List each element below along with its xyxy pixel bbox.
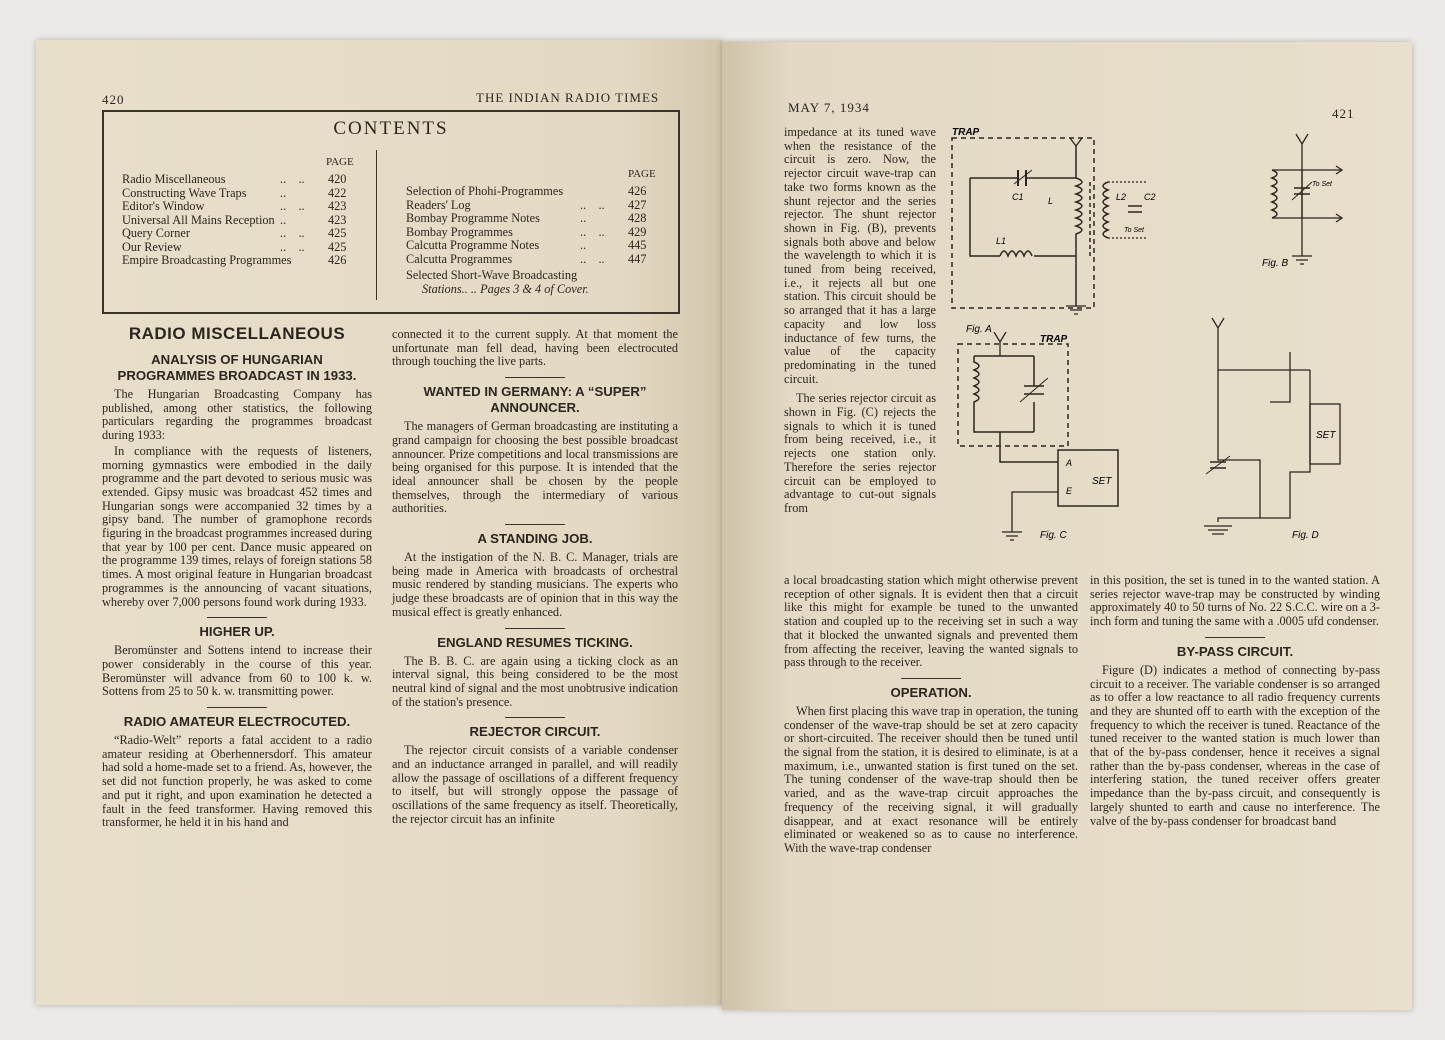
issue-date: MAY 7, 1934 — [788, 100, 870, 115]
article-heading: WANTED IN GERMANY: A “SUPER” ANNOUNCER. — [423, 384, 647, 416]
figure-caption: Fig. C — [1040, 530, 1067, 541]
figure-a — [948, 126, 1178, 336]
divider — [1205, 637, 1265, 638]
contents-entry-page: 426 — [628, 184, 647, 198]
right-column-1-bottom — [784, 574, 1078, 858]
contents-entry-title: Bombay Programme Notes — [406, 211, 540, 225]
figure-caption: Fig. D — [1292, 530, 1319, 541]
figure-caption: Fig. A — [966, 324, 992, 335]
paragraph: “Radio-Welt” reports a fatal accident to a radio amateur residing at Oberhennersdorf. This amateur had sold a home-made set to a friend. As, however, the set did not function properly, he was asked to come and put it right, and upon examination he detected a fault in the feed transformer. Having removed this transformer, he held it in his hand and — [102, 733, 372, 830]
divider — [207, 617, 267, 618]
right-column-1-top — [784, 126, 936, 518]
contents-entry-dots: .. — [580, 238, 587, 252]
figure-d — [1190, 312, 1380, 562]
divider — [207, 707, 267, 708]
paragraph: At the instigation of the N. B. C. Manager, trials are being made in America with broadcasts of orchestral music rendered by standing musicians. The experts who judge these broadcasts are of opinion that in this way the musical effect is greatly enhanced. — [392, 550, 678, 619]
contents-entry-title: Selection of Phohi-Programmes — [406, 184, 564, 198]
contents-entry-dots: .. — [280, 185, 287, 200]
contents-entry-dots: .. .. — [280, 199, 305, 213]
contents-last-entry: Selected Short-Wave Broadcasting — [406, 268, 578, 282]
divider — [505, 628, 565, 629]
contents-entry-page: 422 — [328, 185, 347, 200]
article-heading: BY-PASS CIRCUIT. — [1176, 643, 1294, 659]
contents-entry-dots: .. .. — [580, 251, 605, 266]
paragraph: Beromünster and Sottens intend to increase their power considerably in the course of this year. Beromünster will advance from 60 to 100 k. w. Sottens from 25 to 50 k. w. transmitting power. — [102, 643, 372, 699]
contents-entry-page: 427 — [628, 197, 647, 212]
contents-last-entry: Stations.. .. Pages 3 & 4 of Cover. — [422, 282, 589, 296]
label-to-set: To Set — [1312, 181, 1332, 188]
label-a: A — [1066, 458, 1073, 468]
contents-divider — [376, 150, 377, 300]
contents-entry-page: 425 — [328, 226, 347, 240]
divider — [505, 524, 565, 525]
contents-title: CONTENTS — [333, 118, 449, 139]
page-number: 420 — [102, 92, 125, 107]
trap-boundary — [952, 138, 1094, 308]
contents-entry-title: Constructing Wave Traps — [122, 185, 247, 200]
article-heading: ANALYSIS OF HUNGARIAN PROGRAMMES BROADCAST IN 1933. — [117, 352, 357, 383]
label-e: E — [1066, 486, 1073, 496]
contents-entry-dots: .. .. — [280, 226, 305, 240]
running-head: THE INDIAN RADIO TIMES — [476, 90, 660, 105]
set-label: SET — [1316, 430, 1336, 441]
contents-entry-title: Bombay Programmes — [406, 224, 513, 239]
trap-label: TRAP — [952, 127, 980, 138]
contents-entry-dots: .. .. — [580, 224, 605, 239]
paragraph: impedance at its tuned wave when the resistance of the circuit is zero. Now, the rejector circuit wave-trap can take two forms known as the shunt rejector and the series rejector. The shunt rejector shown in Fig. (B), prevents signals both above and below the wavelength to which it is tuned from being received, i.e., it rejects all but one station. This circuit should be so arranged that it has a large capacity and low loss inductance of few turns, the value of the capacity predominating in the tuned circuit. — [784, 125, 936, 386]
contents-entry-dots: .. — [580, 211, 587, 225]
contents-entry-title: Calcutta Programmes — [406, 251, 513, 266]
figure-c — [948, 332, 1148, 572]
label-l: L — [1048, 196, 1054, 206]
contents-entry-dots: .. .. — [280, 172, 305, 186]
contents-entry-page: 429 — [628, 224, 647, 239]
right-column-2 — [1090, 574, 1380, 830]
contents-entry-page: 425 — [328, 239, 347, 254]
contents-entry-title: Empire Broadcasting Programmes — [122, 253, 292, 267]
paragraph: a local broadcasting station which might otherwise prevent reception of other signals. It is evident then that a circuit like this might for example be tuned to the unwanted station and coupled up to the receiving set in such a way that it blocked the unwanted signals and prevented them from affecting the receiver, leaving the wanted signals to pass through to the receiver. — [784, 573, 1078, 670]
left-column-1 — [102, 320, 372, 832]
label-l1: L1 — [996, 236, 1007, 246]
contents-entry-page: 423 — [328, 212, 347, 227]
contents-entry-page: 423 — [328, 199, 347, 213]
contents-entry-dots: .. — [280, 212, 287, 227]
contents-box — [102, 110, 680, 314]
paragraph: The managers of German broadcasting are instituting a grand campaign for choosing the best possible broadcast announcer. Prize competitions and local transmissions are being organised for this purpose. It is intended that the ideal announcer shall be chosen by the people themselves, through the intermediary of various authorities. — [392, 419, 678, 516]
paragraph: When first placing this wave trap in operation, the tuning condenser of the wave-trap should be set at zero capacity or short-circuited. The receiver should then be tuned until the signal from the station, it is desired to eliminate, is at a maximum, i.e., unwanted station is first tuned on the set. The tuning condenser of the wave-trap should then be varied, and as the wave-trap circuit approaches the frequency of the receiving signal, it will gradually disappear, and at exact resonance will be entirely eliminated or weakened so as to cause no interference. With the wave-trap condenser — [784, 703, 1078, 855]
article-heading: HIGHER UP. — [199, 624, 275, 640]
divider — [505, 717, 565, 718]
contents-entry-title: Our Review — [122, 239, 182, 254]
figure-b — [1242, 126, 1362, 306]
divider — [505, 377, 565, 378]
article-heading: RADIO AMATEUR ELECTROCUTED. — [123, 714, 351, 730]
contents-entry-title: Universal All Mains Reception — [122, 212, 275, 227]
contents-entry-title: Editor's Window — [122, 199, 205, 213]
contents-entry-page: 426 — [328, 253, 347, 267]
label-to-set: To Set — [1124, 227, 1144, 234]
left-column-2 — [392, 328, 678, 829]
contents-entry-title: Radio Miscellaneous — [122, 172, 226, 186]
paragraph: The Hungarian Broadcasting Company has published, among other statistics, the following particulars regarding the programmes broadcast during 1933: — [102, 387, 372, 443]
figure-caption: Fig. B — [1262, 258, 1289, 269]
paragraph: The B. B. C. are again using a ticking clock as an interval signal, this being considered to be the most neutral kind of signal and the most unobtrusive indication of the station's presence. — [392, 653, 678, 709]
section-heading: RADIO MISCELLANEOUS — [128, 324, 346, 343]
right-page — [722, 42, 1412, 1010]
label-c2: C2 — [1144, 192, 1156, 202]
page-label: PAGE — [628, 168, 656, 180]
article-heading: ENGLAND RESUMES TICKING. — [437, 634, 633, 650]
divider — [901, 678, 961, 679]
page-label: PAGE — [326, 156, 354, 168]
contents-entry-title: Readers' Log — [406, 197, 471, 212]
article-heading: REJECTOR CIRCUIT. — [469, 724, 601, 740]
paragraph: in this position, the set is tuned in to the wanted station. A series rejector wave-trap may be constructed by winding approximately 40 to 50 turns of No. 22 S.C.C. wire on a 3-inch form and tuning the same with a .0005 ufd condenser. — [1090, 573, 1380, 629]
label-l2: L2 — [1116, 192, 1127, 202]
article-heading: OPERATION. — [890, 684, 972, 700]
paragraph: The series rejector circuit as shown in Fig. (C) rejects the signals to which it is tuned from being received, i.e., it rejects one station only. Therefore the series rejector circuit can be employed to advantage to cut-out signals from — [784, 391, 936, 515]
article-heading: A STANDING JOB. — [477, 531, 593, 547]
contents-entry-title: Query Corner — [122, 226, 190, 240]
contents-entry-page: 445 — [628, 238, 647, 252]
contents-entry-dots: .. .. — [280, 239, 305, 254]
contents-entry-page: 447 — [628, 251, 647, 266]
contents-entry-page: 420 — [328, 172, 347, 186]
contents-entry-page: 428 — [628, 211, 647, 225]
paragraph: In compliance with the requests of listeners, morning gymnastics were embodied in the daily programme and the part devoted to serious music was extended. Gipsy music was broadcast 452 times and Hungarian songs were accompanied 32 times by a gipsy band. The number of gramophone records figuring in the broadcast programmes increased during that year by 100 per cent. Dance music appeared on the programme 139 times, relays of foreign stations 58 times. A most original feature in Hungarian broadcast programmes is the announcing of vacant situations, whereby over 7,000 persons found work during 1933. — [102, 443, 372, 609]
paragraph: The rejector circuit consists of a variable condenser and an inductance arranged in parallel, and will readily allow the passage of oscillations of a different frequency to itself, but will strongly oppose the passage of oscillations of the same frequency as itself. Theoretically, the rejector circuit has an infinite — [392, 743, 678, 826]
label-c1: C1 — [1012, 192, 1024, 202]
page-number: 421 — [1332, 106, 1355, 121]
left-page — [36, 40, 722, 1005]
contents-entry-title: Calcutta Programme Notes — [406, 238, 540, 252]
contents-entry-dots: .. .. — [580, 197, 605, 212]
trap-label: TRAP — [1040, 334, 1068, 345]
paragraph: connected it to the current supply. At that moment the unfortunate man fell dead, having been electrocuted through touching the live parts. — [392, 327, 678, 369]
set-label: SET — [1092, 476, 1112, 487]
paragraph: Figure (D) indicates a method of connecting by-pass circuit to a receiver. The variable condenser is so arranged as to offer a low reactance to all radio frequency currents and they are shunted off to earth with the exception of the frequency to which the receiver is tuned. Reactance of the tuned receiver to the wanted station is much lower than that of the by-pass condenser, hence it receives a signal rather than the by-pass condenser, whereas in the case of interfering station, the tuned receiver offers greater impedance than the by-pass circuit, and consequently is largely shunted to earth and cause no interference. The valve of the by-pass condenser for broadcast band — [1090, 662, 1380, 828]
